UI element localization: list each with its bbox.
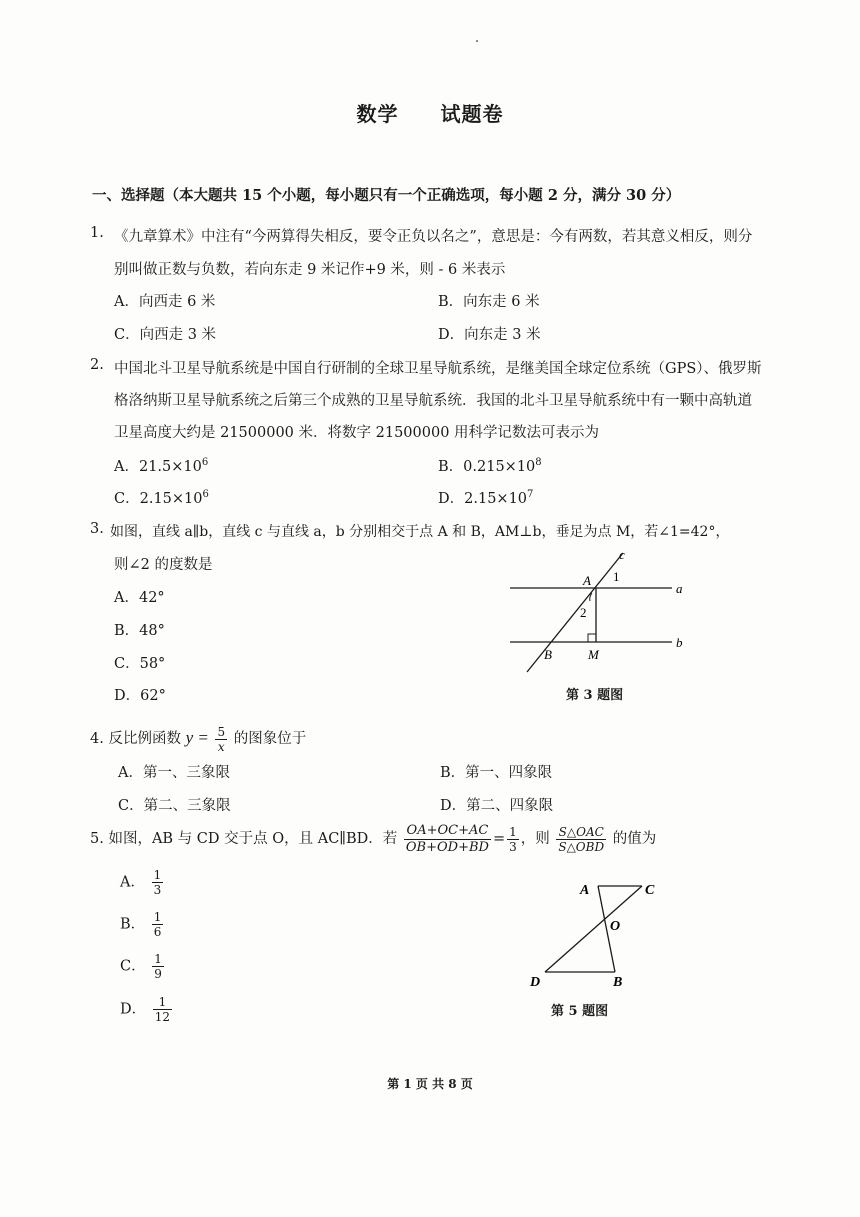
q5-option-b-fraction — [152, 910, 164, 939]
q5-option-b — [120, 910, 165, 939]
q1-line-2: 别叫做正数与负数，若向东走 9 米记作+9 米，则 - 6 米表示 — [114, 262, 506, 278]
q5-option-d-denominator: 12 — [154, 1010, 171, 1024]
q2-option-d-letter: D． — [438, 491, 465, 507]
q5-option-d — [120, 995, 174, 1024]
q4-prefix: 反比例函数 — [108, 731, 181, 747]
q4-fraction — [215, 725, 227, 754]
q3-line-c — [527, 553, 623, 672]
q4-suffix: 的图象位于 — [233, 731, 307, 747]
q5-option-b-letter: B． — [120, 916, 146, 933]
q3-label-point-a: A — [583, 573, 591, 588]
q1-option-a: A．向西走 6 米 — [114, 294, 216, 310]
q3-label-angle-1: 1 — [613, 569, 620, 584]
q3-option-c: C．58° — [114, 656, 166, 672]
q5-value-fraction — [507, 825, 519, 854]
q3-option-b: B．48° — [114, 623, 165, 639]
q5-option-c-fraction — [152, 952, 164, 981]
q4-option-b: B．第一、四象限 — [440, 765, 553, 781]
q3-figure-caption: 第 3 题图 — [566, 688, 624, 703]
q5-option-c — [120, 952, 166, 981]
q3-line-2: 则∠2 的度数是 — [114, 557, 213, 573]
page-title — [0, 98, 860, 127]
q4-option-d: D．第二、四象限 — [440, 798, 554, 814]
q1-line-1: 《九章算术》中注有“今两算得失相反，要令正负以名之”，意思是：今有两数，若其意义相反，则分 — [114, 229, 753, 245]
q5-equals: = — [492, 831, 506, 847]
q4-number: 4. — [90, 731, 104, 747]
q2-option-b — [438, 455, 542, 476]
q3-option-a: A．42° — [114, 590, 165, 606]
q1-option-b: B．向东走 6 米 — [438, 294, 540, 310]
q5-suffix: 的值为 — [612, 831, 657, 847]
q1-number: 1. — [90, 225, 104, 241]
q5-label-c: C — [645, 883, 655, 898]
q5-option-b-denominator: 6 — [153, 925, 162, 939]
q2-option-d-exp: 7 — [527, 489, 534, 501]
q5-option-c-letter: C． — [120, 958, 146, 975]
q2-option-c-letter: C． — [114, 491, 140, 507]
q2-option-c-base: 2.15×10 — [139, 491, 203, 507]
section-heading: 一、选择题（本大题共 15 个小题，每小题只有一个正确选项，每小题 2 分，满分 30 分） — [92, 187, 681, 204]
q2-option-d — [438, 487, 533, 508]
q2-option-b-exp: 8 — [535, 457, 542, 469]
q5-figure — [520, 876, 670, 996]
q1-option-d: D．向东走 3 米 — [438, 327, 541, 343]
q3-label-c: c — [619, 547, 625, 562]
q5-label-d: D — [530, 975, 541, 990]
q5-label-a: A — [580, 883, 590, 898]
q4-function: y = — [185, 728, 209, 747]
q2-number: 2. — [90, 357, 104, 373]
q4-option-c: C．第二、三象限 — [118, 798, 231, 814]
q2-option-d-base: 2.15×10 — [464, 491, 528, 507]
q5-number: 5. — [90, 831, 104, 847]
q5-ratio-fraction — [404, 823, 491, 856]
q5-prefix: 如图，AB 与 CD 交于点 O，且 AC∥BD．若 — [108, 831, 398, 847]
q3-right-angle-mark — [588, 634, 596, 642]
q5-option-d-fraction — [153, 995, 172, 1024]
q2-option-a — [114, 455, 208, 476]
q2-option-b-base: 0.215×10 — [463, 459, 536, 475]
q3-number: 3. — [90, 521, 104, 537]
q4-line — [90, 724, 306, 754]
q3-option-d: D．62° — [114, 688, 166, 704]
q5-option-a-numerator: 1 — [153, 868, 162, 882]
q5-ratio-denominator: OB+OD+BD — [405, 839, 489, 855]
q3-line-1: 如图，直线 a∥b，直线 c 与直线 a，b 分别相交于点 A 和 B，AM⊥b，垂足为点 M，若∠1=42°， — [110, 524, 730, 540]
q2-option-a-exp: 6 — [201, 457, 209, 469]
q5-segment-cd — [545, 886, 642, 972]
q3-figure — [500, 545, 700, 680]
q4-fraction-numerator: 5 — [217, 724, 226, 739]
q5-area-fraction — [556, 825, 606, 854]
q5-value-numerator: 1 — [509, 824, 517, 839]
scan-dot — [476, 40, 478, 42]
q3-label-b: b — [676, 635, 683, 650]
q5-option-a-denominator: 3 — [153, 883, 162, 897]
q2-line-1: 中国北斗卫星导航系统是中国自行研制的全球卫星导航系统，是继美国全球定位系统（GPS）、俄罗斯 — [114, 361, 762, 377]
q3-label-point-m: M — [588, 647, 599, 662]
q5-figure-caption: 第 5 题图 — [551, 1004, 609, 1019]
q5-area-numerator: S△OAC — [556, 825, 606, 840]
q5-value-denominator: 3 — [509, 839, 517, 854]
q5-line — [90, 822, 656, 856]
title-name: 试题卷 — [440, 102, 504, 126]
q2-option-c-exp: 6 — [202, 489, 209, 501]
q5-option-c-numerator: 1 — [154, 952, 162, 966]
q5-option-a-fraction — [152, 868, 164, 897]
q1-option-c: C．向西走 3 米 — [114, 327, 217, 343]
q4-option-a: A．第一、三象限 — [118, 765, 230, 781]
q3-label-a: a — [676, 581, 683, 596]
q5-option-c-denominator: 9 — [154, 967, 162, 981]
q3-label-point-b: B — [544, 647, 552, 662]
q5-option-d-numerator: 1 — [153, 995, 172, 1010]
q5-option-d-letter: D． — [120, 1001, 147, 1018]
q5-mid: ，则 — [520, 831, 550, 847]
q2-option-b-letter: B． — [438, 459, 464, 475]
page-footer: 第 1 页 共 8 页 — [387, 1077, 473, 1091]
q3-label-angle-2: 2 — [580, 605, 587, 620]
q2-option-a-base: 21.5×10 — [138, 459, 202, 475]
q2-option-c — [114, 487, 209, 508]
q2-option-a-letter: A． — [114, 459, 139, 475]
q5-option-a-letter: A． — [120, 874, 145, 891]
q5-label-o: O — [610, 919, 621, 934]
title-subject: 数学 — [356, 102, 399, 126]
q5-option-a — [120, 868, 165, 897]
q5-area-denominator: S△OBD — [558, 839, 605, 854]
q2-line-3: 卫星高度大约是 21500000 米．将数字 21500000 用科学记数法可表示为 — [114, 425, 600, 441]
q5-label-b: B — [613, 975, 623, 990]
q4-fraction-denominator: x — [217, 739, 225, 754]
q5-ratio-numerator: OA+OC+AC — [404, 823, 491, 840]
q5-option-b-numerator: 1 — [153, 910, 162, 924]
q2-line-2: 格洛纳斯卫星导航系统之后第三个成熟的卫星导航系统．我国的北斗卫星导航系统中有一颗中高轨道 — [114, 393, 752, 409]
